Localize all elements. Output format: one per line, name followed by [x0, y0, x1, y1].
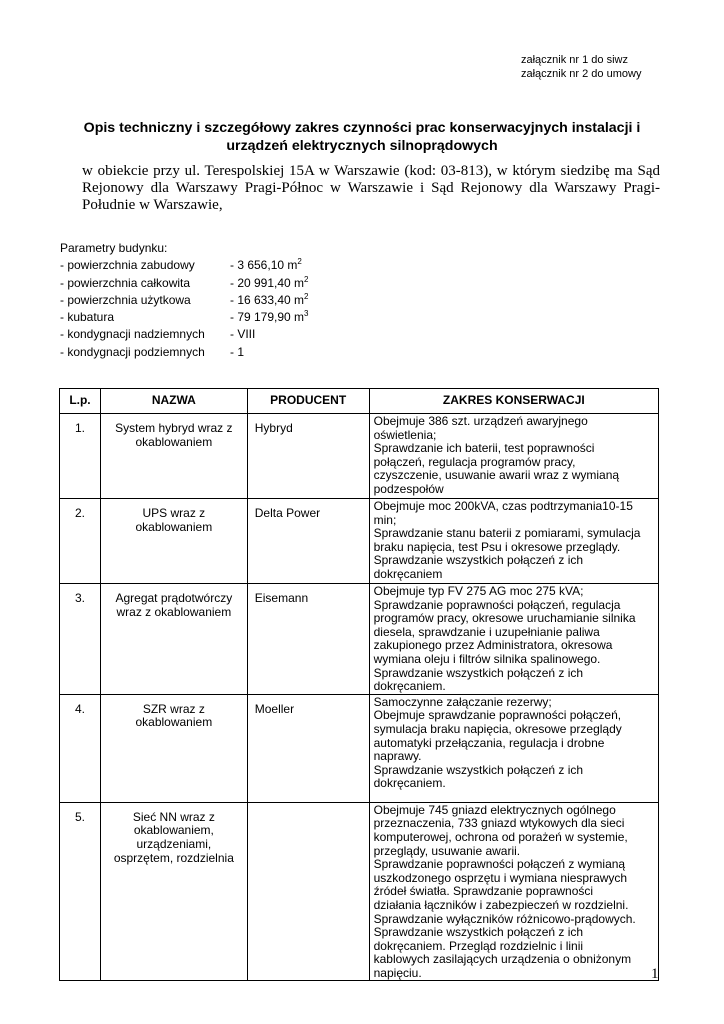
- nazwa-line: okablowaniem,: [133, 823, 214, 838]
- cell-lp: 2.: [60, 499, 101, 584]
- nazwa-line: UPS wraz z: [142, 506, 206, 520]
- nazwa-line: okablowaniem: [135, 434, 213, 449]
- zakres-line: Obejmuje moc 200kVA, czas podtrzymania10-15: [373, 499, 633, 513]
- param-value-text: - 20 991,40 m: [230, 275, 305, 290]
- param-row: [60, 257, 309, 274]
- header-producent: PRODUCENT: [247, 389, 369, 414]
- zakres-line: oświetlenia;: [373, 427, 437, 442]
- zakres-line: działania łączników i zabezpieczeń w rozdzielni.: [373, 897, 629, 912]
- param-row: [60, 344, 309, 361]
- param-value-text: - 16 633,40 m: [230, 292, 305, 307]
- cell-producent: Moeller: [247, 694, 369, 802]
- nazwa-line: okablowaniem: [135, 715, 213, 730]
- param-row: [60, 292, 309, 309]
- param-value: [230, 257, 302, 274]
- param-value: [230, 344, 244, 361]
- maintenance-scope-table: [59, 388, 659, 981]
- zakres-line: dokręcaniem.: [373, 776, 446, 791]
- cell-lp: 5.: [60, 802, 101, 981]
- cell-nazwa: [100, 802, 247, 981]
- param-label: - kondygnacji podziemnych: [60, 344, 205, 359]
- table-header-row: [60, 389, 659, 414]
- zakres-line: dokręcaniem.: [373, 679, 446, 694]
- param-unit-exponent: 2: [304, 291, 309, 301]
- zakres-line: symulacja braku napięcia, okresowe przeglądy: [373, 721, 622, 736]
- nazwa-line: System hybryd wraz z: [115, 421, 233, 435]
- zakres-line: Obejmuje typ FV 275 AG moc 275 kVA;: [373, 584, 584, 598]
- table-row: [60, 694, 659, 802]
- param-value: [230, 275, 309, 292]
- zakres-line: czyszczenie, usuwanie awarii wraz z wymianą: [373, 468, 620, 483]
- nazwa-line: SZR wraz z: [142, 701, 205, 716]
- page-number: 1: [651, 966, 659, 982]
- cell-nazwa: [100, 584, 247, 695]
- nazwa-line: wraz z okablowaniem: [116, 604, 232, 619]
- zakres-line: Sprawdzanie wyłączników różnicowo-prądowych.: [373, 911, 636, 926]
- cell-producent: Eisemann: [247, 584, 369, 695]
- param-label: - powierzchnia użytkowa: [60, 292, 191, 307]
- nazwa-line: okablowaniem: [135, 519, 213, 534]
- header-zakres: ZAKRES KONSERWACJI: [369, 389, 658, 414]
- zakres-line: Obejmuje 745 gniazd elektrycznych ogólnego: [373, 802, 616, 817]
- zakres-line: Sprawdzanie wszystkich połączeń z ich: [373, 553, 584, 568]
- zakres-line: Sprawdzanie wszystkich połączeń z ich: [373, 925, 584, 940]
- zakres-line: przeznaczenia, 733 gniazd wtykowych dla sieci: [373, 816, 625, 831]
- cell-zakres: [369, 694, 658, 802]
- zakres-line: dokręcaniem. Przegląd rozdzielnic i linii: [373, 938, 584, 953]
- zakres-line: Sprawdzanie poprawności połączeń, regulacja: [373, 597, 621, 612]
- zakres-line: programów pracy, okresowe uruchamianie silnika: [373, 611, 636, 626]
- param-value-text: - VIII: [230, 327, 256, 342]
- cell-zakres: [369, 414, 658, 499]
- header-nazwa: NAZWA: [100, 389, 247, 414]
- zakres-line: min;: [373, 512, 397, 527]
- intro-paragraph: [82, 163, 660, 214]
- zakres-line: diesela, sprawdzanie i uzupełnianie paliwa: [373, 624, 600, 639]
- table-row: [60, 414, 659, 499]
- cell-nazwa: [100, 414, 247, 499]
- cell-nazwa: [100, 694, 247, 802]
- zakres-line: Sprawdzanie ich baterii, test poprawności: [373, 441, 595, 456]
- building-parameters: [60, 240, 309, 361]
- zakres-line: napięciu.: [373, 965, 422, 980]
- zakres-line: Sprawdzanie wszystkich połączeń z ich: [373, 665, 584, 680]
- zakres-line: automatyki przełączania, regulacja i drobne: [373, 735, 605, 750]
- param-value-text: - 1: [230, 344, 245, 359]
- param-unit-exponent: 2: [297, 257, 302, 267]
- cell-producent: Hybryd: [247, 414, 369, 499]
- zakres-line: zakupionego przez Administratora, okresowa: [373, 638, 613, 653]
- param-label: - powierzchnia zabudowy: [60, 258, 195, 273]
- param-row: [60, 275, 309, 292]
- title-line-1: Opis techniczny i szczegółowy zakres czynności prac konserwacyjnych instalacji i: [83, 120, 641, 136]
- params-list: [60, 257, 309, 361]
- param-unit-exponent: 3: [304, 309, 309, 319]
- nazwa-line: urządzeniami,: [136, 836, 212, 851]
- param-value-text: - 3 656,10 m: [230, 258, 298, 273]
- zakres-line: Sprawdzanie poprawności połączeń z wymianą: [373, 857, 626, 872]
- params-heading: Parametry budynku:: [60, 241, 168, 255]
- zakres-line: Samoczynne załączanie rezerwy;: [373, 694, 552, 709]
- param-row: [60, 326, 309, 343]
- zakres-line: Obejmuje 386 szt. urządzeń awaryjnego: [373, 414, 588, 428]
- zakres-line: uszkodzonego osprzętu i wymiana niesprawych: [373, 870, 628, 885]
- cell-lp: 4.: [60, 694, 101, 802]
- param-label: - powierzchnia całkowita: [60, 275, 191, 290]
- param-value-text: - 79 179,90 m: [230, 310, 305, 325]
- cell-producent: [247, 802, 369, 981]
- annex-line-umowa: załącznik nr 2 do umowy: [521, 67, 642, 80]
- cell-lp: 3.: [60, 584, 101, 695]
- zakres-line: źródeł światła. Sprawdzanie poprawności: [373, 884, 594, 899]
- cell-zakres: [369, 802, 658, 981]
- nazwa-line: osprzętem, rozdzielnia: [113, 850, 234, 865]
- table-row: [60, 499, 659, 584]
- table-row: [60, 802, 659, 981]
- zakres-line: podzespołów: [373, 481, 444, 496]
- cell-producent: Delta Power: [247, 499, 369, 584]
- param-value: [230, 326, 255, 343]
- zakres-line: wymiana oleju i filtrów silnika spalinowego.: [373, 651, 601, 666]
- zakres-line: dokręcaniem: [373, 566, 443, 581]
- param-label: - kubatura: [60, 310, 115, 325]
- table-row: [60, 584, 659, 695]
- param-label: - kondygnacji nadziemnych: [60, 327, 205, 342]
- zakres-line: naprawy.: [373, 749, 422, 764]
- annex-line-siwz: załącznik nr 1 do siwz: [521, 54, 628, 66]
- param-row: [60, 309, 309, 326]
- cell-nazwa: [100, 499, 247, 584]
- cell-zakres: [369, 584, 658, 695]
- zakres-line: kablowych zasilających urządzenia o obniżonym: [373, 952, 632, 967]
- zakres-line: Sprawdzanie stanu baterii z pomiarami, symulacja: [373, 526, 641, 541]
- document-title: [56, 120, 668, 155]
- cell-lp: 1.: [60, 414, 101, 499]
- nazwa-line: Sieć NN wraz z: [132, 809, 215, 824]
- nazwa-line: Agregat prądotwórczy: [115, 591, 233, 605]
- zakres-line: Sprawdzanie wszystkich połączeń z ich: [373, 762, 584, 777]
- param-value: [230, 292, 309, 309]
- param-value: [230, 309, 309, 326]
- intro-text: w obiekcie przy ul. Terespolskiej 15A w Warszawie (kod: 03-813), w którym siedzibę ma Sąd Rejonowy dla Warszawy Pragi-Północ w Warszawie i Sąd Rejonowy dla Warszawy Pragi-Południe w Warszawie,: [82, 163, 660, 213]
- zakres-line: braku napięcia, test Psu i okresowe przeglądy.: [373, 539, 621, 554]
- header-lp: L.p.: [60, 389, 101, 414]
- zakres-line: przeglądy, usuwanie awarii.: [373, 843, 521, 858]
- zakres-line: komputerowej, ochrona od porażeń w systemie,: [373, 829, 628, 844]
- title-line-2: urządzeń elektrycznych silnoprądowych: [226, 137, 498, 154]
- zakres-line: połączeń, regulacja programów pracy,: [373, 454, 576, 469]
- zakres-line: Obejmuje sprawdzanie poprawności połączeń,: [373, 708, 622, 723]
- cell-zakres: [369, 499, 658, 584]
- annex-reference: [521, 54, 641, 81]
- param-unit-exponent: 2: [304, 274, 309, 284]
